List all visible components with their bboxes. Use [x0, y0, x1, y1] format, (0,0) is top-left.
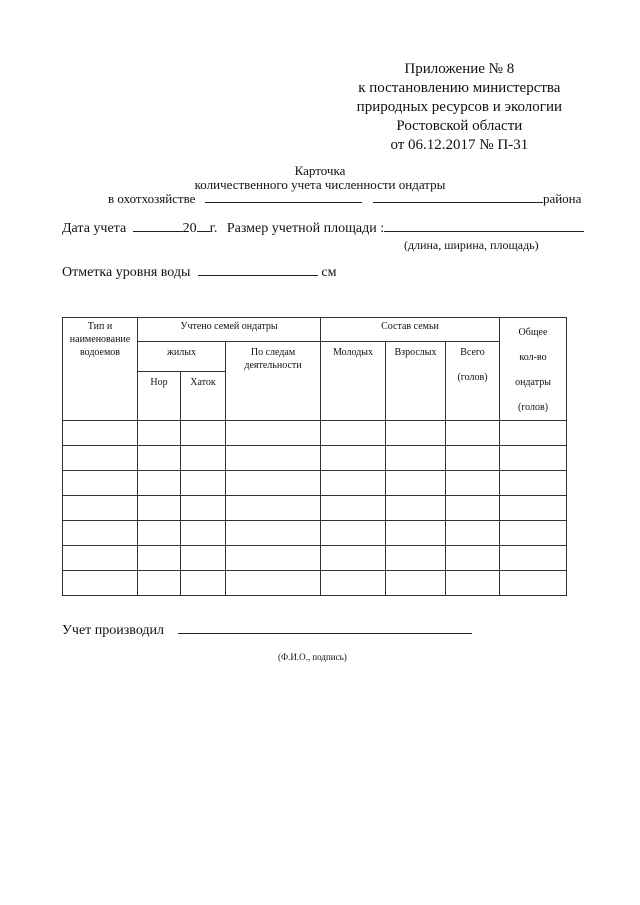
- header-young: Молодых: [321, 342, 386, 421]
- card-title: Карточка: [294, 163, 346, 178]
- table-row: [63, 496, 567, 521]
- year-suffix: г.: [209, 221, 218, 236]
- header-hatok: Хаток: [181, 372, 226, 421]
- header-family: Состав семьи: [321, 318, 500, 342]
- header-traces: По следам деятельности: [226, 342, 321, 421]
- area-label: Размер учетной площади :: [226, 221, 385, 236]
- table-row: [63, 571, 567, 596]
- farm-label: в охотхозяйстве: [108, 191, 196, 206]
- table-row: [63, 446, 567, 471]
- date-blank[interactable]: [133, 220, 183, 232]
- appendix-number: Приложение № 8: [404, 61, 515, 77]
- water-label: Отметка уровня воды: [62, 265, 191, 280]
- header-total-4: (голов): [517, 402, 549, 413]
- header-counted: Учтено семей ондатры: [138, 318, 321, 342]
- table-row: [63, 521, 567, 546]
- table-row: [63, 471, 567, 496]
- appendix-ref-2: природных ресурсов и экологии: [356, 99, 562, 115]
- district-label: района: [542, 191, 582, 206]
- table-row: [63, 546, 567, 571]
- header-adult: Взрослых: [386, 342, 446, 421]
- year-prefix: 20: [182, 221, 197, 236]
- year-blank[interactable]: [197, 220, 210, 232]
- area-hint: (длина, ширина, площадь): [404, 238, 539, 252]
- header-type: Тип и наименование водоемов: [63, 318, 138, 421]
- water-unit: см: [321, 265, 337, 280]
- header-total-1: Общее: [518, 327, 548, 338]
- header-living: жилых: [138, 342, 226, 372]
- header-all-1: Всего: [460, 347, 485, 358]
- header-total: [500, 318, 567, 421]
- date-label: Дата учета: [62, 221, 127, 236]
- signature-hint: (Ф.И.О., подпись): [278, 652, 347, 662]
- table-row: [63, 421, 567, 446]
- count-table: [62, 317, 567, 596]
- farm-line: [108, 191, 581, 207]
- header-all-2: (голов): [457, 372, 488, 383]
- appendix-ref-3: Ростовской области: [396, 118, 523, 134]
- water-line: [62, 264, 336, 281]
- header-total-2: кол-во: [519, 352, 547, 363]
- header-total-3: ондатры: [515, 377, 551, 388]
- performed-label: Учет производил: [62, 623, 165, 638]
- appendix-header: [357, 60, 562, 155]
- date-area-line: [62, 220, 584, 237]
- header-all: [446, 342, 500, 421]
- card-subtitle: количественного учета численности ондатры: [194, 177, 446, 192]
- farm-blank[interactable]: [205, 191, 362, 203]
- performed-line: [62, 622, 472, 639]
- district-blank[interactable]: [373, 191, 543, 203]
- area-blank[interactable]: [384, 220, 584, 232]
- appendix-date: от 06.12.2017 № П-31: [390, 137, 529, 153]
- water-blank[interactable]: [198, 264, 318, 276]
- appendix-ref-1: к постановлению министерства: [358, 80, 561, 96]
- header-nor: Нор: [138, 372, 181, 421]
- performed-blank[interactable]: [178, 622, 472, 634]
